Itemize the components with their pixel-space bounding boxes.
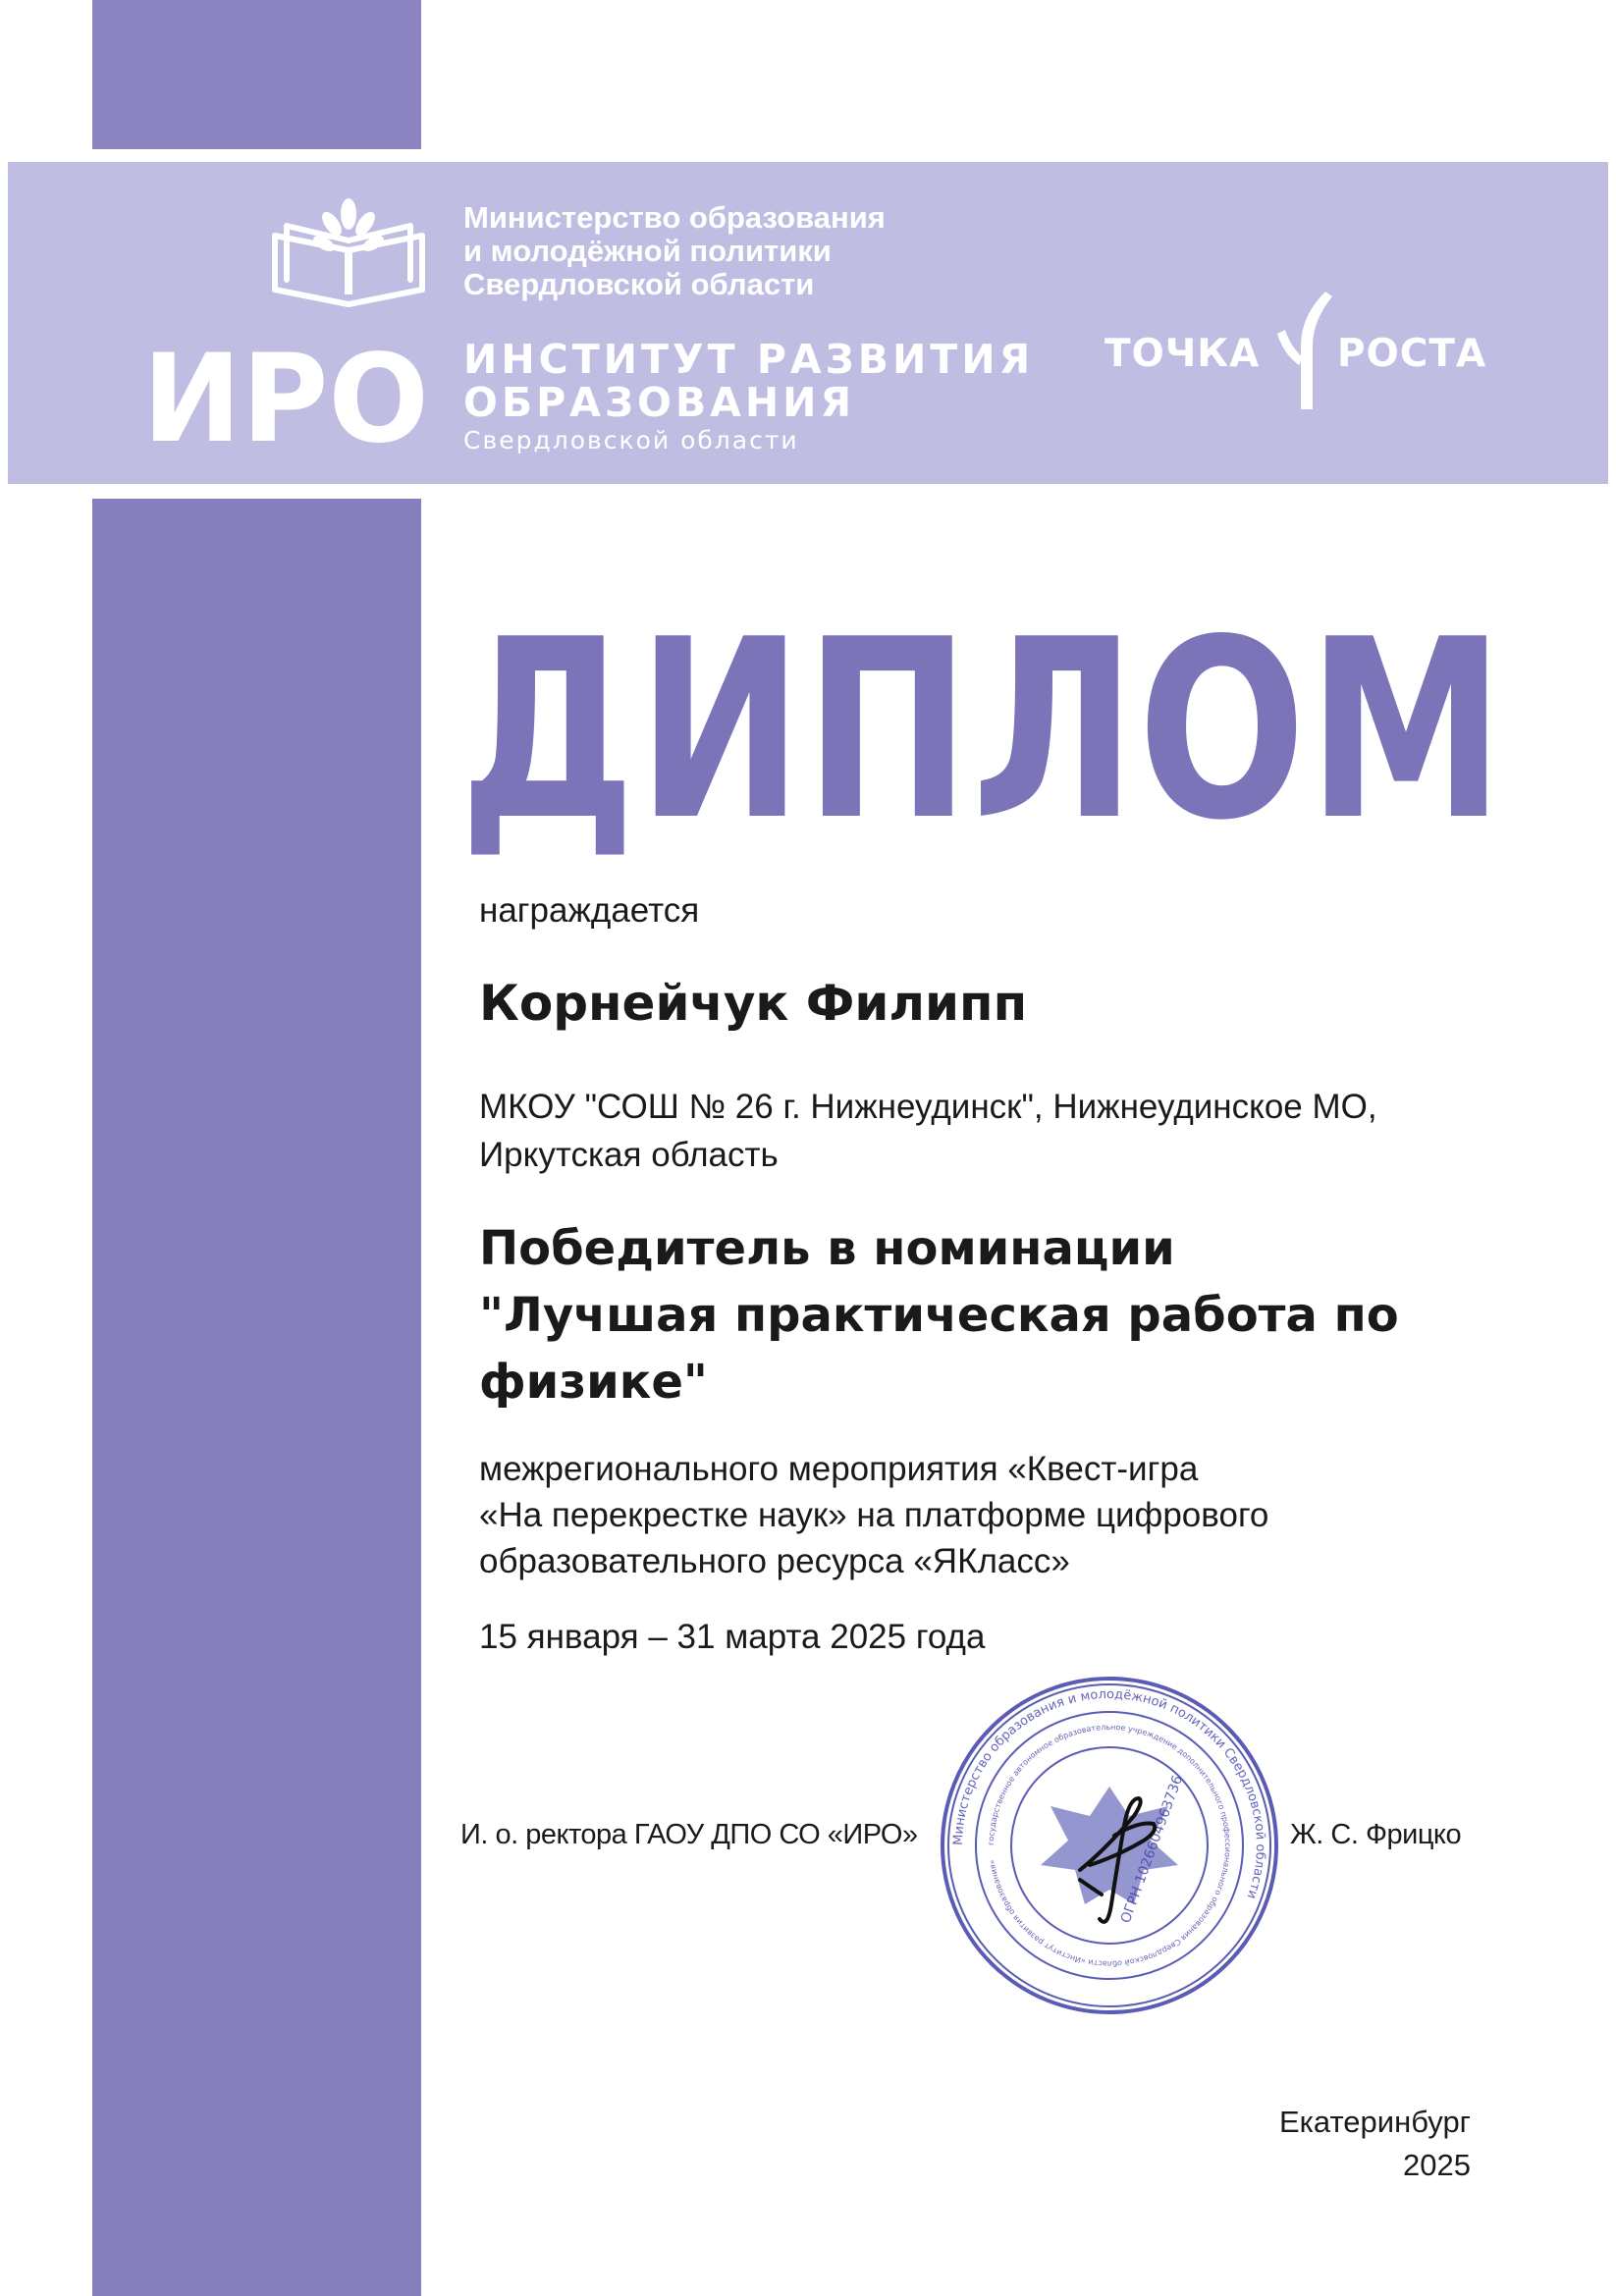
institute-line-3: Свердловской области xyxy=(463,426,799,454)
institute-line-2: ОБРАЗОВАНИЯ xyxy=(463,379,856,426)
issue-place xyxy=(1279,2101,1471,2187)
school-info xyxy=(479,1083,1500,1179)
event-description xyxy=(479,1446,1500,1584)
side-accent-bar xyxy=(92,499,421,2296)
top-accent-bar xyxy=(92,0,421,149)
awarded-label: награждается xyxy=(479,891,700,930)
ministry-name xyxy=(463,201,886,301)
issue-city: Екатеринбург xyxy=(1278,2105,1471,2139)
iro-logo xyxy=(142,339,437,456)
event-dates: 15 января – 31 марта 2025 года xyxy=(479,1618,986,1656)
signer-name: Ж. С. Фрицко xyxy=(1290,1819,1462,1850)
tochka-rosta-logo xyxy=(1100,287,1492,414)
ministry-line-2: и молодёжной политики xyxy=(463,234,832,268)
diploma-title: ДИПЛОМ xyxy=(459,587,1507,875)
institute-line-1: ИНСТИТУТ РАЗВИТИЯ xyxy=(463,336,1035,383)
ministry-line-1: Министерство образования xyxy=(463,200,886,235)
stamp-outer-text: Министерство образования и молодёжной политики Свердловской области xyxy=(950,1686,1268,1901)
event-line-2: «На перекрестке наук» на платформе цифрового xyxy=(479,1496,1269,1534)
award-line-3: физике" xyxy=(479,1355,708,1410)
signer-position: И. о. ректора ГАОУ ДПО СО «ИРО» xyxy=(460,1819,918,1850)
school-line-2: Иркутская область xyxy=(479,1136,779,1174)
award-line-1: Победитель в номинации xyxy=(479,1221,1175,1276)
school-line-1: МКОУ "СОШ № 26 г. Нижнеудинск", Нижнеудинское МО, xyxy=(479,1088,1377,1126)
iro-logo-text: ИРО xyxy=(142,339,429,456)
event-line-3: образовательного ресурса «ЯКласс» xyxy=(479,1542,1070,1580)
institute-name xyxy=(463,338,1034,455)
tochka-word: ТОЧКА xyxy=(1104,332,1261,376)
rosta-word: РОСТА xyxy=(1337,332,1487,376)
sprout-icon xyxy=(1271,287,1340,414)
award-line-2: "Лучшая практическая работа по xyxy=(479,1288,1399,1343)
stamp-icon xyxy=(933,1669,1286,2022)
award-title xyxy=(479,1215,1500,1415)
book-tree-icon xyxy=(265,196,432,314)
stamp-inner-text: государственное автономное образовательное учреждение дополнительного профессионального образования Свердловской области «Институт развития образования» xyxy=(986,1722,1233,1969)
recipient-name: Корнейчук Филипп xyxy=(479,975,1028,1032)
issue-year: 2025 xyxy=(1403,2148,1471,2182)
ministry-line-3: Свердловской области xyxy=(463,267,815,301)
stamp-ogrn: ОГРН 1026604963736 xyxy=(1117,1773,1187,1926)
event-line-1: межрегионального мероприятия «Квест-игра xyxy=(479,1450,1199,1488)
